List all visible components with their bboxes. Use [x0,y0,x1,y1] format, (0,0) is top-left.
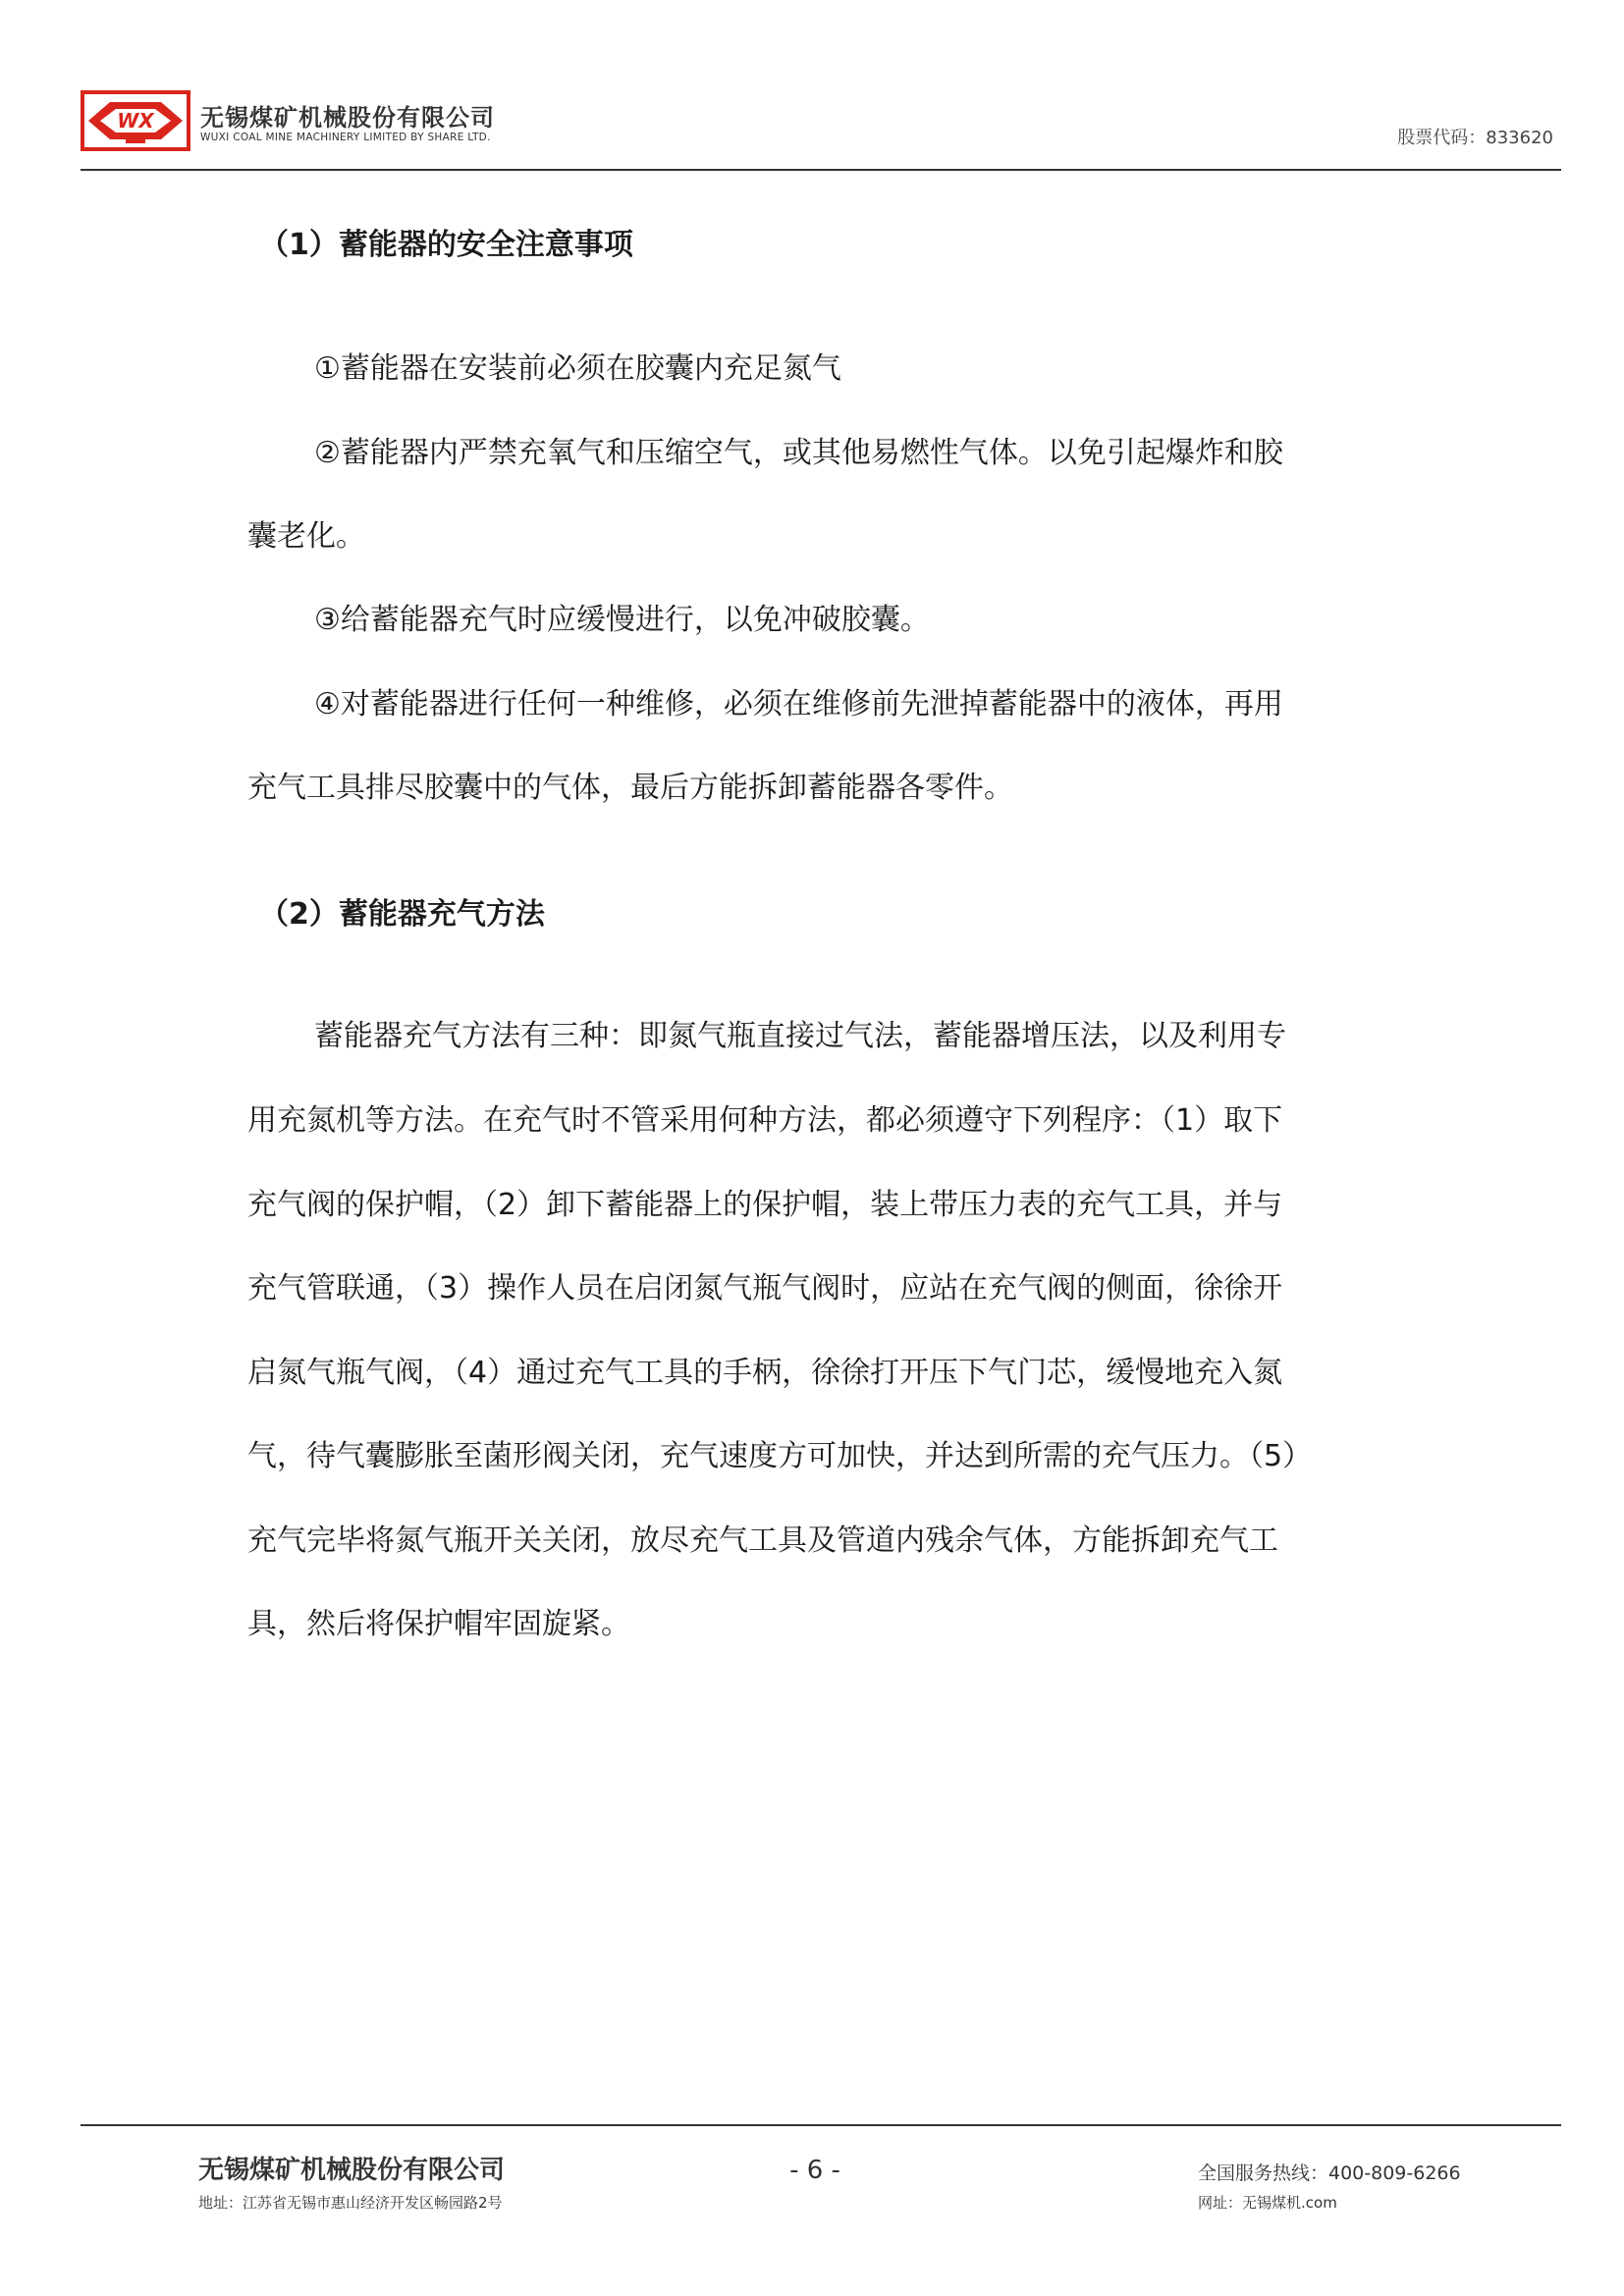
paragraph-line: 充气完毕将氮气瓶开关关闭，放尽充气工具及管道内残余气体，方能拆卸充气工 [247,1523,1278,1558]
logo-text: WX [117,109,154,133]
company-name-cn: 无锡煤矿机械股份有限公司 [200,104,495,132]
header-divider [81,169,1561,171]
footer-website: 网址：无锡煤机.com [1198,2194,1337,2212]
paragraph-line: 用充氮机等方法。在充气时不管采用何种方法，都必须遵守下列程序：（1）取下 [247,1103,1283,1138]
section2-title: （2）蓄能器充气方法 [259,897,545,932]
paragraph-line: 启氮气瓶气阀，（4）通过充气工具的手柄，徐徐打开压下气门芯，缓慢地充入氮 [247,1356,1283,1390]
paragraph-line: ①蓄能器在安装前必须在胶囊内充足氮气 [314,351,841,386]
paragraph-line: ②蓄能器内严禁充氧气和压缩空气，或其他易燃性气体。以免引起爆炸和胶 [314,436,1283,470]
paragraph-line: 蓄能器充气方法有三种：即氮气瓶直接过气法，蓄能器增压法，以及利用专 [314,1019,1286,1053]
section1-title: （1）蓄能器的安全注意事项 [259,228,633,262]
paragraph-line: 充气阀的保护帽，（2）卸下蓄能器上的保护帽，装上带压力表的充气工具，并与 [247,1188,1283,1222]
paragraph-line: ④对蓄能器进行任何一种维修，必须在维修前先泄掉蓄能器中的液体，再用 [314,687,1283,721]
paragraph-line: ③给蓄能器充气时应缓慢进行，以免冲破胶囊。 [314,603,930,637]
footer-address: 地址：江苏省无锡市惠山经济开发区畅园路2号 [198,2194,503,2212]
paragraph-line: 气，待气囊膨胀至菌形阀关闭，充气速度方可加快，并达到所需的充气压力。（5） [247,1439,1313,1473]
paragraph-line: 充气工具排尽胶囊中的气体，最后方能拆卸蓄能器各零件。 [247,771,1013,805]
footer-company-name: 无锡煤矿机械股份有限公司 [198,2156,506,2185]
page-number: - 6 - [789,2156,840,2185]
paragraph-line: 具，然后将保护帽牢固旋紧。 [247,1607,630,1641]
footer-divider [81,2124,1561,2126]
paragraph-line: 囊老化。 [247,519,365,554]
page-header [81,90,1561,169]
company-name-en: WUXI COAL MINE MACHINERY LIMITED BY SHARE LTD. [200,132,491,143]
paragraph-line: 充气管联通，（3）操作人员在启闭氮气瓶气阀时，应站在充气阀的侧面，徐徐开 [247,1271,1283,1306]
footer-hotline: 全国服务热线：400-809-6266 [1198,2163,1461,2184]
company-logo-icon [81,90,190,151]
stock-code: 股票代码：833620 [1397,128,1553,148]
